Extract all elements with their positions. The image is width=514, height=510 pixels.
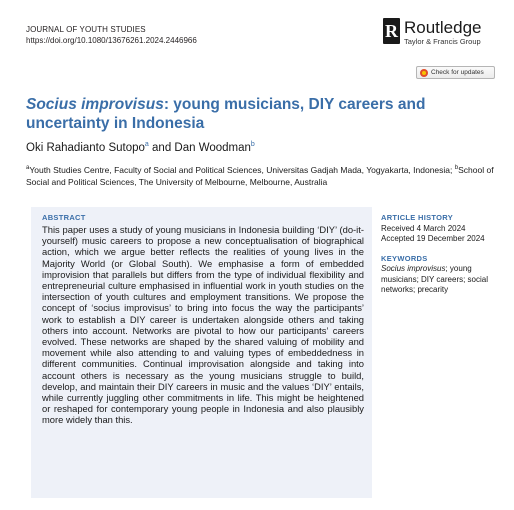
check-for-updates-label: Check for updates (431, 69, 484, 76)
journal-header (26, 24, 197, 46)
doi-link[interactable]: https://doi.org/10.1080/13676261.2024.2446966 (26, 36, 197, 45)
publisher-subtitle: Taylor & Francis Group (404, 37, 481, 46)
article-title (26, 95, 466, 133)
routledge-logo-icon: R (383, 18, 400, 44)
publisher-logo (383, 18, 482, 46)
publisher-name: Routledge (404, 18, 482, 37)
author-1-affil: a (144, 141, 149, 148)
article-sidebar (381, 213, 506, 305)
authors (26, 141, 255, 154)
author-2[interactable]: Dan Woodman (174, 141, 251, 154)
check-for-updates-button[interactable] (416, 66, 495, 79)
article-history (381, 213, 506, 245)
abstract-text: This paper uses a study of young musicians in Indonesia building ‘DIY’ (do-it-yourself) music careers to propose a new conceptualisation of biographical action, which we argue better reflects the realities of young lives in the Majority World (or Global South). We emphasise a form of embedded improvision that parallels but differs from the type of individual flexibility and entrepreneurial culture emphasised in influential work in youth studies on the intersection of youth cultures and employment transitions. We propose the concept of ‘socius improvisus’ to bring into focus the way the participants’ work to establish a DIY career is undertaken alongside others and taking others into account. Networks are pivotal to how our participants’ careers evolved. These networks are shaped by the shared valuing of mobility and movement while also attending to and valuing types of embeddedness in different communities. Continual improvisation alongside and taking into account others is necessary as the young musicians struggle to build, develop, and maintain their DIY careers in music and the values ‘DIY’ entails, while currently juggling other commitments in life. This might be heightened or reshaped for contemporary young people in Indonesia and also plausibly more widely than this. (42, 224, 364, 426)
author-1[interactable]: Oki Rahadianto Sutopo (26, 141, 145, 154)
affil-a-marker: a (26, 165, 30, 171)
keywords-rest: ; young musicians; DIY careers; social networks; precarity (381, 264, 488, 294)
abstract-heading: ABSTRACT (42, 213, 86, 222)
affiliations (26, 162, 496, 188)
received-date: Received 4 March 2024 (381, 223, 466, 233)
title-italic: Socius improvisus (26, 96, 164, 113)
affil-b-marker: b (454, 165, 459, 171)
authors-and: and (152, 141, 172, 154)
keyword-italic: Socius improvisus (381, 264, 446, 273)
keywords (381, 254, 506, 296)
author-2-affil: b (250, 141, 255, 148)
abstract-box (31, 207, 372, 498)
accepted-date: Accepted 19 December 2024 (381, 234, 485, 243)
journal-name: JOURNAL OF YOUTH STUDIES (26, 25, 146, 34)
title-rest: : young musicians, DIY careers and uncertainty in Indonesia (26, 96, 426, 132)
crossmark-icon (420, 69, 428, 77)
article-history-heading: ARTICLE HISTORY (381, 213, 454, 222)
affil-b-text: School of Social and Political Sciences, The University of Melbourne, Melbourne, Australia (26, 164, 494, 187)
affil-a-text: Youth Studies Centre, Faculty of Social and Political Sciences, Universitas Gadjah Mada, Yogyakarta, Indonesia; (29, 164, 453, 175)
keywords-heading: KEYWORDS (381, 253, 428, 263)
keywords-list (381, 264, 506, 296)
